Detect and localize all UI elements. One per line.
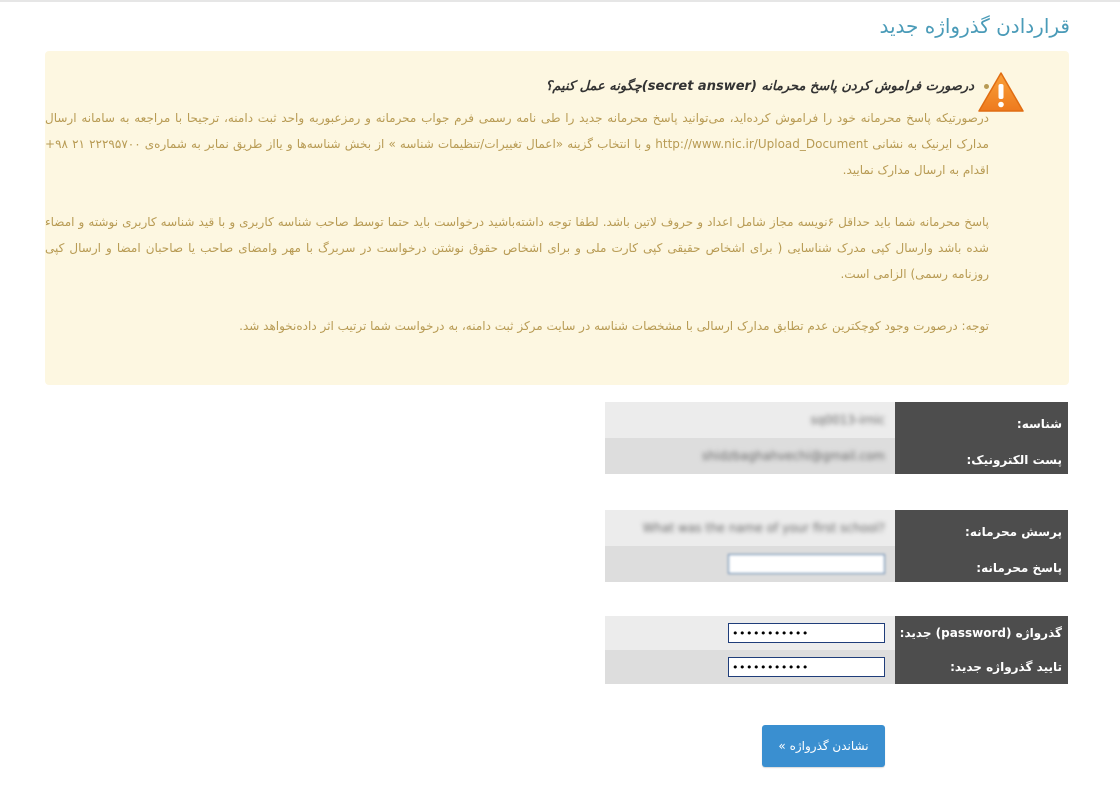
email-value: shidzbaghahvechi@gmail.com [701, 449, 885, 463]
password-table [605, 616, 1068, 684]
new-password-input[interactable] [728, 623, 885, 643]
secret-answer-cell [605, 546, 895, 582]
id-value-cell [605, 402, 895, 438]
confirm-password-cell [605, 650, 895, 684]
secret-table [605, 510, 1068, 582]
secret-answer-input[interactable] [728, 554, 885, 574]
id-value: sq0013-irnic [810, 413, 885, 427]
confirm-password-input[interactable] [728, 657, 885, 677]
alert-paragraph-3: توجه: درصورت وجود کوچکترین عدم تطابق مدارک ارسالی با مشخصات شناسه در سایت مرکز ثبت دامنه، به درخواست شما ترتیب اثر داده‌نخواهد شد. [239, 319, 989, 333]
top-divider [0, 0, 1120, 2]
confirm-password-row [605, 650, 1068, 684]
email-value-cell [605, 438, 895, 474]
secret-question-value: What was the name of your first school? [642, 521, 885, 535]
alert-paragraph-1: درصورتیکه پاسخ محرمانه خود را فراموش کرده‌اید، می‌توانید پاسخ محرمانه جدید را طی نامه رسمی فرم جواب محرمانه و رمزعبوربه واحد ثبت دامنه، ترجیحا با مراجعه به سامانه ارسال مدارک ایرنیک به نشانی http://www.nic.ir/Upload_Document و با انتخاب گزینه «اعمال تغییرات/تنظیمات شناسه » از بخش شناسه‌ها و یااز طریق نمابر به شماره‌ی ۲۲۲۹۵۷۰۰ ۲۱ ۹۸+ اقدام به ارسال مدارک نمایید. [45, 111, 989, 177]
secret-question-row [605, 510, 1068, 546]
new-password-label: گذرواژه (password) جدید: [895, 616, 1068, 650]
email-label: پست الکترونیک: [895, 438, 1068, 474]
secret-answer-row [605, 546, 1068, 582]
warning-alert [45, 51, 1069, 385]
account-info-table [605, 402, 1068, 474]
new-password-row [605, 616, 1068, 650]
alert-paragraph-2: پاسخ محرمانه شما باید حداقل ۶نویسه مجاز شامل اعداد و حروف لاتین باشد. لطفا توجه داشته‌باشید درخواست باید حتما توسط صاحب شناسه کاربری و با قید شناسه کاربری نوشته و امضاء شده باشد وارسال کپی مدرک شناسایی ( برای اشخاص حقیقی کپی کارت ملی و برای اشخاص حقوق نوشتن درخواست در سربرگ با مهر وامضای صاحب یا صاحبان امضا و ارسال کپی روزنامه رسمی) الزامی است. [45, 215, 989, 281]
alert-question [545, 77, 989, 97]
id-row [605, 402, 1068, 438]
confirm-password-label: تایید گذرواژه جدید: [895, 650, 1068, 684]
alert-body [45, 105, 989, 339]
alert-question-text: درصورت فراموش کردن پاسخ محرمانه (secret answer)چگونه عمل کنیم؟ [545, 79, 974, 94]
page-title: قراردادن گذرواژه جدید [879, 14, 1070, 38]
secret-question-cell [605, 510, 895, 546]
id-label: شناسه: [895, 402, 1068, 438]
bullet-dot [984, 84, 989, 89]
email-row [605, 438, 1068, 474]
new-password-cell [605, 616, 895, 650]
secret-question-label: پرسش محرمانه: [895, 510, 1068, 546]
secret-answer-label: پاسخ محرمانه: [895, 546, 1068, 582]
set-password-button[interactable]: نشاندن گذرواژه » [762, 725, 885, 767]
